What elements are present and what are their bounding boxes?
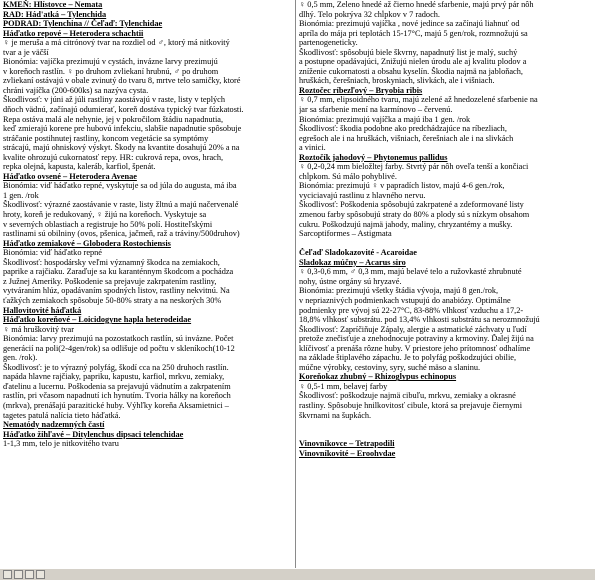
right-column-line: egrešoch ale i na hruškách, višniach, čerešniach ale i na slivkách: [299, 133, 514, 143]
left-column-line: Háďatko koreňové – Loicidogyne hapla heterodeidae: [3, 315, 192, 325]
right-column-line: ♀ 0,5-1 mm, belavej farby: [299, 381, 388, 391]
left-column-line: Háďatko zemiakové – Globodera Rostochiensis: [3, 238, 171, 248]
right-column-line: Bionómia: prezimujú ♀ v papradích listov, majú 4-6 gen./rok,: [299, 181, 505, 191]
left-column-line: KMEŇ: Hlístovce – Nemata: [3, 0, 103, 9]
right-column-line: Bionómia: prezimujú vajíčka a majú iba 1 gen. /rok: [299, 114, 471, 124]
right-column-line: rastliny. Spôsobuje hnilkovitosť cibule, ktorá sa prejavuje čiernymi: [299, 400, 523, 410]
web-layout-icon[interactable]: [14, 570, 23, 579]
right-column-line: 18,8% vlhkosť substrátu. pod 13,4% vlhkosti substrátu sa nerozmnožujú: [299, 315, 540, 325]
status-bar: [0, 568, 595, 580]
right-column-line: Bionómia: prezimujú vajíčka , nové jedince sa začínajú liahnuť od: [299, 19, 520, 29]
right-column-line: [299, 430, 595, 440]
left-column-line: v koreňoch rastlín. ♀ po druhom zvliekaní hrubnú, ♂ po druhom: [3, 66, 219, 76]
right-column-line: Vinovníkovce – Tetrapodili: [299, 439, 395, 449]
right-column-line: Vinovníkovité – Eroohvdae: [299, 448, 396, 458]
left-column-line: paprike a rajčiaku. Zaraďuje sa ku karanténnym škodcom a pochádza: [3, 267, 234, 277]
left-text-column: [3, 0, 295, 568]
left-column-line: ♀ je meruša a má citrónový tvar na rozdiel od ♂, ktorý má nitkovitý: [3, 38, 230, 48]
left-column-line: kvalite ohrozujú cukornatosť repy. HR: cukrová repa, ovos, hrach,: [3, 152, 224, 162]
right-column-line: v nepriaznivých podmienkach vstupujú do anabiózy. Optimálne: [299, 295, 511, 305]
left-column-line: Háďatko ovsené – Heterodera Avenae: [3, 171, 137, 181]
right-column-line: ♀ 0,5 mm, Zeleno hnedé až čierno hnedé sfarbenie, majú prvý pár nôh: [299, 0, 534, 9]
left-column-line: Háďatko žihľavé – Ditylenchus dipsaci telenchidae: [3, 429, 184, 439]
right-column-line: Škodlivosť: poškodzuje najmä cibuľu, mrkvu, zemiaky a okrasné: [299, 391, 516, 401]
right-text-column: [299, 0, 595, 568]
left-column-line: dňoch vädnú, začínajú odumierať, koreň dostáva typický tvar fúzkatosti.: [3, 105, 244, 115]
left-column-line: keď zmierajú korene pre hubovú infekciu, slabšie napadnutie spôsobuje: [3, 124, 242, 134]
right-column-line: chĺpkom. Sú málo pohyblivé.: [299, 171, 397, 181]
right-column-line: Čeľaď Sladokazovité - Acaroidae: [299, 248, 417, 258]
left-column-line: tvar a je väčší: [3, 47, 49, 57]
right-column-line: múčne výrobky, cestoviny, syry, suché mäso a slaninu.: [299, 362, 481, 372]
left-column-line: Nematódy nadzemných častí: [3, 420, 105, 430]
right-column-line: a vinici.: [299, 143, 326, 153]
outline-view-icon[interactable]: [36, 570, 45, 579]
left-column-line: ♀ má hruškovitý tvar: [3, 324, 74, 334]
right-column-line: zmenou farby spôsobujú straty do 80% a plody sú s nízkym obsahom: [299, 210, 530, 220]
left-column-line: napáda hlavne rajčiaky, papriku, kapustu, karfiol, mrkvu, zemiaky,: [3, 372, 225, 382]
right-column-line: hruškách, čerešniach, broskyniach, slivkách, ale i višniach.: [299, 76, 495, 86]
left-column-line: Bionómia: larvy prezimujú na pozostatkoch rastlín, sú invázne. Počet: [3, 334, 234, 344]
left-column-line: repka olejná, kapusta, kaleráb, karfiol, špenát.: [3, 162, 156, 172]
right-column-line: zníženie cukornatosti a obsahu kyselín. Škodia najmä na jabloňach,: [299, 66, 523, 76]
left-column-line: Háďatko repové – Heterodera schachtii: [3, 28, 144, 38]
left-column-line: rastlinami sú obilniny (ovos, pšenica, jačmeň, raž a tráviny/500druhov): [3, 229, 240, 239]
left-column-line: chráni vajíčka (200-600ks) sa nazýva cysta.: [3, 85, 149, 95]
right-column-line: ♀ 0,2-0,24 mm bieložltej farby. Stvrtý pár nôh oveľa tenší a končiaci: [299, 162, 529, 172]
left-column-line: Bionómia: viď háďatko repné, vyskytuje sa od júla do augusta, má iba: [3, 181, 237, 191]
left-column-line: Hallovitovité háďatká: [3, 305, 82, 315]
left-column-line: Škodlivosť: výrazné zaostávanie v raste, listy žltnú a majú načervenalé: [3, 200, 239, 210]
left-column-line: ďatelinu a lucernu. Poškodenia sa prejavujú vädnutím a zakrpatením: [3, 381, 231, 391]
right-column-line: apríla do mája pri teplotách 15-17°C, majú 5 gen/rok, rozmnožujú sa: [299, 28, 528, 38]
right-column-line: Koreňokaz zhubný – Rhizoglypus echinopus: [299, 372, 457, 382]
right-column-line: Škodlivosť: Zapríčiňuje Zápaly, alergie a astmatické záchvaty u ľudí: [299, 324, 527, 334]
right-column-line: Škodlivosť: škodia podobne ako predchádzajúce na ríbezliach,: [299, 124, 507, 134]
left-column-line: vytváraním hlúz, opadávaním spodných listov, rastliny nekvitnú. Na: [3, 286, 230, 296]
right-column-line: cukru. Poškodzujú najmä jahody, maliny, chryzantémy a mušky.: [299, 219, 513, 229]
right-column-line: Sarcoptiformes – Astigmata: [299, 229, 392, 239]
left-column-line: RAD: Hád'atká – Tylenchida: [3, 9, 107, 19]
right-column-line: ♀ 0,3-0,6 mm, ♂ 0,3 mm, majú belavé telo a ružovkasté zhrubnuté: [299, 267, 522, 277]
right-column-line: ♀ 0,7 mm, elipsoidného tvaru, majú zelené až hnedozelené sfarbenie na: [299, 95, 538, 105]
left-column-line: ťažkých zemiakoch spôsobuje 50-80% straty a na neskorých 30%: [3, 295, 222, 305]
right-column-line: klíčivosť a prenáša rôzne huby. V priestore jeho prítomnosť odhalíme: [299, 343, 531, 353]
right-column-line: jar sa sfarbenie mení na karmínovo – červenú.: [299, 105, 453, 115]
right-column-line: Škodlivosť: spôsobujú biele škvrny, napadnutý list je malý, suchý: [299, 47, 518, 57]
right-column-line: vyciciavajú rastlinu z hlavného nervu.: [299, 190, 426, 200]
left-column-line: (mrkva), prenášajú parazitické huby. Výhľky koreňa Aksamietnici –: [3, 400, 229, 410]
right-column-line: Roztočík jahodový – Phytonemus pallidus: [299, 152, 448, 162]
left-column-line: Bionómia: vajíčka prezimujú v cystách, invázne larvy prezimujú: [3, 57, 218, 67]
left-column-line: tagetes patulá nalícia tieto háďatká.: [3, 410, 121, 420]
right-column-line: Bionómia: prezimujú všetky štádia vývoja, majú 8 gen./rok,: [299, 286, 499, 296]
right-column-line: Škodlivosť: Poškodenia spôsobujú zakrpatené a zdeformované listy: [299, 200, 524, 210]
left-column-line: strácajú, majú ohniskový výskyt. Škody na kvantite dosahujú 20% a na: [3, 143, 240, 153]
right-column-line: dlhý. Telo pokrýva 32 chĺpkov v 7 radoch.: [299, 9, 440, 19]
right-column-line: partenogeneticky.: [299, 38, 358, 48]
right-column-line: škvrnami na šupkách.: [299, 410, 372, 420]
right-column-line: nohy, ústne orgány sú hryzavé.: [299, 276, 402, 286]
right-column-line: podmienky pre vývoj sú 22-27°C, 83-88% vlhkosť vzduchu a 17,2-: [299, 305, 524, 315]
left-column-line: stráčanie postihnutej rastliny, koncom vegetácie sa symptómy: [3, 133, 209, 143]
left-column-line: Škodlivosť: v júni až júli rastliny zaostávajú v raste, listy v teplých: [3, 95, 225, 105]
left-column-line: z Južnej Ameriky. Poškodenie sa prejavuje zakrpatením rastliny,: [3, 276, 217, 286]
left-column-line: hroty, koreň je redukovaný, ♀ žijú na koreňoch. Vyskytuje sa: [3, 210, 207, 220]
left-column-line: 1-1,3 mm, telo je nitkovitého tvaru: [3, 439, 119, 449]
right-column-line: pretože znečisťuje a znehodnocuje potraviny a krmoviny. Ďalej žijú na: [299, 334, 534, 344]
left-column-line: Škodlivosť: hospodársky veľmi významný škodca na zemiakoch,: [3, 257, 220, 267]
right-column-line: Sladokaz múčny – Acarus siro: [299, 257, 406, 267]
left-column-line: Škodlivosť: je to výrazný polyfág, škodí cca na 250 druhoch rastlín.: [3, 362, 229, 372]
right-column-line: Roztočec ríbezľový – Bryobia ribis: [299, 85, 423, 95]
right-column-line: na základe štiplavého zápachu. Je to polyfág poškodzujúci obilie,: [299, 353, 517, 363]
left-column-line: gen. /rok).: [3, 353, 38, 363]
left-column-line: rastlín, pri včasom napadnutí ich hynutím. Tvoria hálky na koreňoch: [3, 391, 231, 401]
normal-view-icon[interactable]: [3, 570, 12, 579]
right-column-line: [299, 420, 595, 430]
left-column-line: 1 gen. /rok: [3, 190, 39, 200]
left-column-line: PODRAD: Tylenchina // Čeľaď: Tylenchidae: [3, 19, 163, 29]
print-layout-icon[interactable]: [25, 570, 34, 579]
left-column-line: generácií na poli(2-4gen/rok) sa odlišuje od počtu v skleníkoch(10-12: [3, 343, 235, 353]
left-column-line: zvliekaní ostávajú v obale zvinutý do tvaru 8, mrtve telo samičky, ktoré: [3, 76, 241, 86]
column-divider: [295, 0, 296, 568]
left-column-line: Repa ostáva malá ale nehynie, jej v pokročilom štádiu napadnutia,: [3, 114, 224, 124]
left-column-line: Bionómia: viď háďatko repné: [3, 248, 102, 258]
right-column-line: [299, 239, 595, 249]
left-column-line: v severných oblastiach a registruje ho 50% polí. Hostiteľskými: [3, 219, 213, 229]
right-column-line: a postupne opadávajúci, Znižujú nielen úrodu ale aj kvalitu plodov a: [299, 57, 527, 67]
